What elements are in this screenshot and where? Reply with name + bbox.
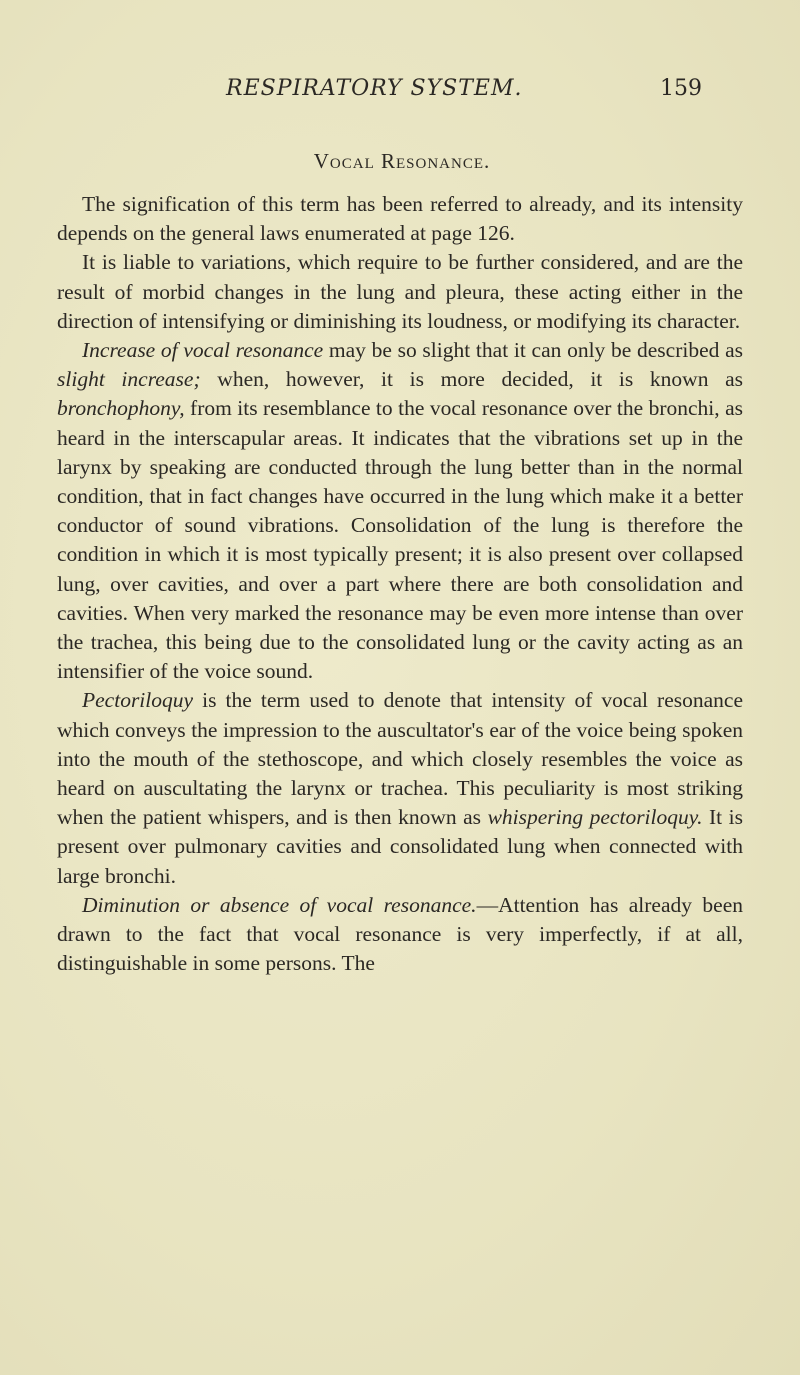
paragraph-4-text-2: It is present over pulmonary cavities and consolidated lung when connected with large bronchi.	[57, 805, 743, 888]
running-title: RESPIRATORY SYSTEM.	[226, 76, 523, 101]
paragraph-5	[57, 891, 743, 979]
paragraph-3-text-1: may be so slight that it can only be described as	[323, 338, 743, 363]
paragraph-5-lead: Diminution or absence of vocal resonance.	[82, 892, 477, 917]
paragraph-4-lead: Pectoriloquy	[82, 688, 194, 713]
paragraph-5-text-1: —Attention has already been drawn to the fact that vocal resonance is very imperfectly, if at all, distinguishable in some persons. The	[57, 892, 743, 976]
paragraph-3-lead: Increase of vocal resonance	[82, 338, 324, 363]
paragraph-3	[57, 336, 743, 686]
paragraph-3-text-2: when, however, it is more decided, it is known as	[200, 367, 743, 392]
paragraph-3-emphasis-2: bronchophony,	[57, 396, 185, 421]
paragraph-3-emphasis-1: slight increase;	[57, 367, 201, 392]
paragraph-3-text-3: from its resemblance to the vocal resonance over the bronchi, as heard in the interscapular areas. It indicates that the vibrations set up in the larynx by speaking are conducted through the lung better than in the normal condition, that in fact changes have occurred in the lung which make it a better conductor of sound vibrations. Consolidation of the lung is therefore the condition in which it is most typically present; it is also present over collapsed lung, over cavities, and over a part where there are both consolidation and cavities. When very marked the resonance may be even more intense than over the trachea, this being due to the consolidated lung or the cavity acting as an intensifier of the voice sound.	[57, 396, 743, 684]
body-text	[57, 190, 743, 978]
section-heading-text: Vocal Resonance.	[313, 149, 491, 173]
paragraph-4	[57, 686, 743, 890]
section-heading	[0, 149, 800, 174]
paragraph-2: It is liable to variations, which require to be further considered, and are the result of morbid changes in the lung and pleura, these acting either in the direction of intensifying or diminishing its loudness, or modifying its character.	[57, 250, 743, 333]
page-number: 159	[660, 76, 702, 101]
paragraph-4-text-1: is the term used to denote that intensity of vocal resonance which conveys the impression to the auscultator's ear of the voice being spoken into the mouth of the stethoscope, and which closely resembles the voice as heard on auscultating the larynx or trachea. This peculiarity is most striking when the patient whispers, and is then known as	[57, 688, 743, 830]
paragraph-1: The signification of this term has been referred to already, and its intensity depends on the general laws enumerated at page 126.	[57, 192, 743, 246]
running-head	[0, 76, 800, 112]
paragraph-4-emphasis-1: whispering pectoriloquy.	[487, 805, 703, 830]
